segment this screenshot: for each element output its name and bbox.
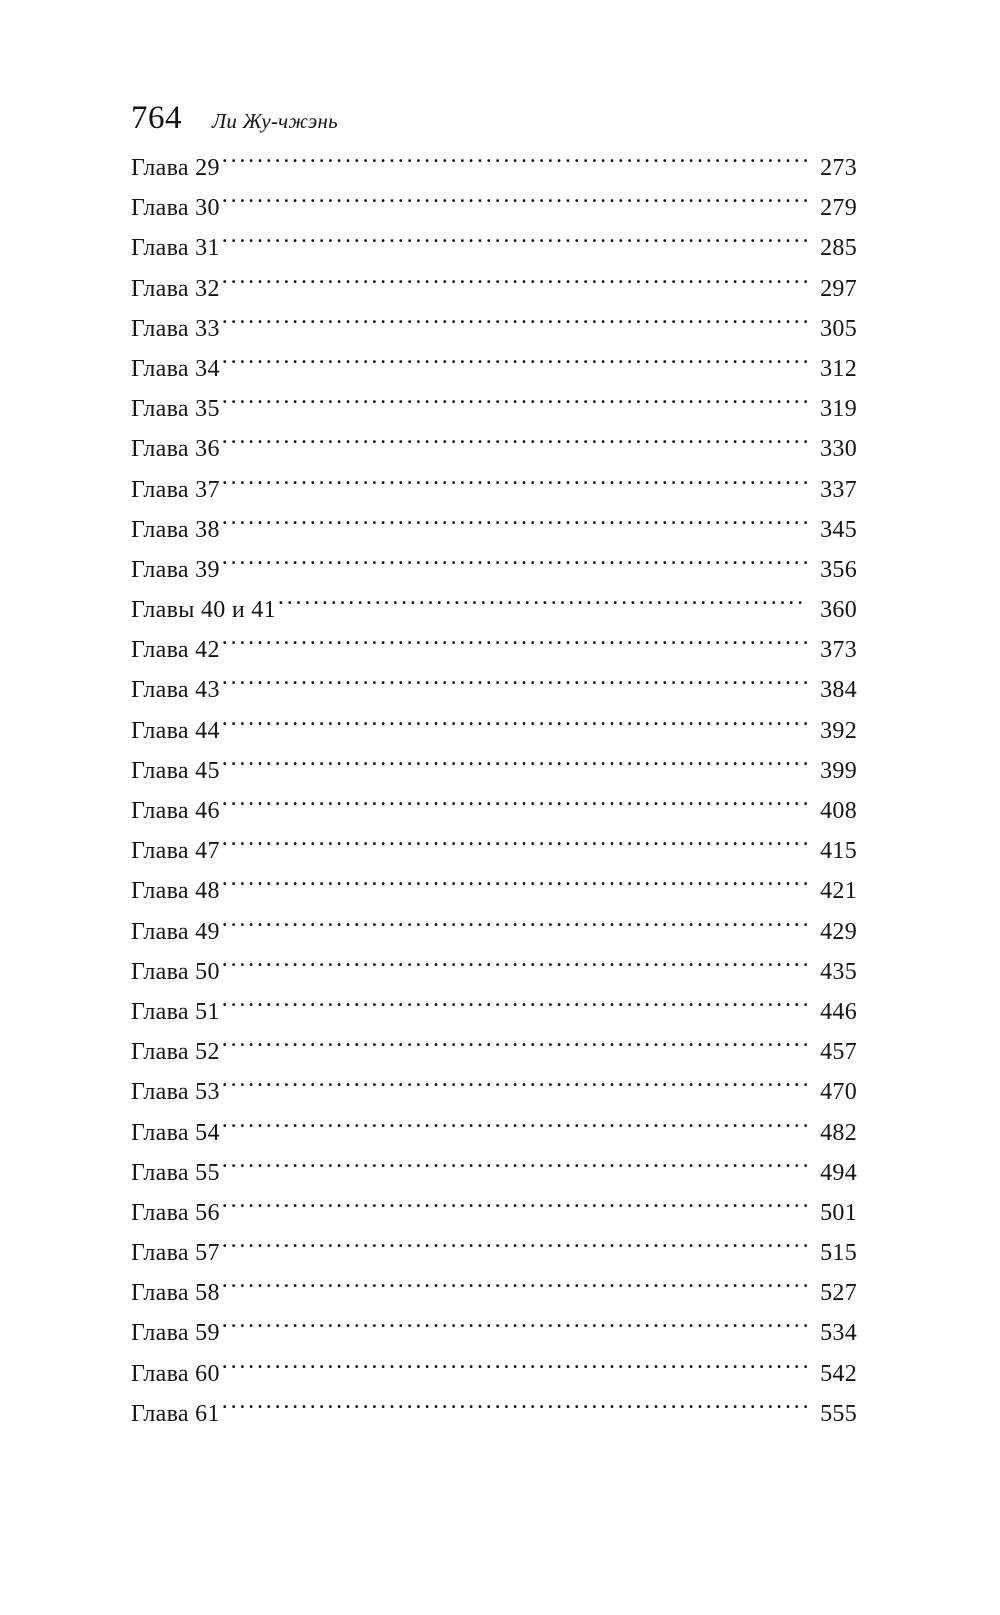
toc-entry-page: 399 <box>820 757 857 784</box>
toc-leader-dots <box>222 714 807 738</box>
toc-entry[interactable] <box>131 1032 857 1072</box>
toc-entry[interactable] <box>131 831 857 871</box>
toc-entry-title: Глава 54 <box>131 1119 220 1146</box>
toc-entry-title: Глава 44 <box>131 717 220 744</box>
toc-entry-page: 356 <box>820 556 857 583</box>
toc-entry[interactable] <box>131 1394 857 1434</box>
toc-leader-dots <box>222 1357 807 1381</box>
toc-leader-dots <box>222 1035 807 1059</box>
toc-entry-title: Глава 53 <box>131 1079 220 1106</box>
toc-entry[interactable] <box>131 309 857 349</box>
toc-entry-page: 470 <box>820 1079 857 1106</box>
toc-entry-page: 360 <box>820 597 857 624</box>
toc-entry-title: Глава 59 <box>131 1320 220 1347</box>
toc-entry-title: Глава 43 <box>131 677 220 704</box>
toc-entry-title: Глава 35 <box>131 396 220 423</box>
toc-entry-page: 435 <box>820 958 857 985</box>
toc-entry[interactable] <box>131 550 857 590</box>
toc-entry[interactable] <box>131 791 857 831</box>
toc-leader-dots <box>222 231 807 255</box>
toc-leader-dots <box>222 915 807 939</box>
toc-entry-page: 527 <box>820 1280 857 1307</box>
toc-entry-page: 534 <box>820 1320 857 1347</box>
toc-entry[interactable] <box>131 751 857 791</box>
toc-entry-page: 501 <box>820 1199 857 1226</box>
toc-entry-page: 392 <box>820 717 857 744</box>
toc-entry-title: Глава 46 <box>131 798 220 824</box>
toc-entry-page: 446 <box>820 998 857 1025</box>
toc-leader-dots <box>222 754 807 778</box>
toc-entry-title: Глава 31 <box>131 235 220 262</box>
toc-entry-page: 482 <box>820 1119 857 1146</box>
toc-entry-page: 319 <box>820 396 857 423</box>
toc-entry[interactable] <box>131 228 857 268</box>
page-header <box>131 100 861 137</box>
toc-entry[interactable] <box>131 1273 857 1313</box>
toc-entry[interactable] <box>131 670 857 710</box>
toc-entry-page: 421 <box>820 878 857 905</box>
toc-entry[interactable] <box>131 871 857 911</box>
toc-entry[interactable] <box>131 630 857 670</box>
toc-entry[interactable] <box>131 148 857 188</box>
toc-leader-dots <box>222 473 807 497</box>
toc-entry[interactable] <box>131 470 857 510</box>
toc-entry-page: 273 <box>820 155 857 181</box>
toc-entry-page: 279 <box>820 195 857 222</box>
toc-entry-title: Глава 30 <box>131 195 220 222</box>
toc-leader-dots <box>222 272 807 296</box>
toc-leader-dots <box>222 1156 807 1180</box>
toc-entry[interactable] <box>131 349 857 389</box>
toc-entry-title: Глава 57 <box>131 1240 220 1267</box>
toc-entry-page: 305 <box>820 315 857 342</box>
toc-entry[interactable] <box>131 711 857 751</box>
toc-leader-dots <box>222 1397 807 1421</box>
toc-entry-page: 515 <box>820 1240 857 1267</box>
toc-leader-dots <box>222 1116 807 1140</box>
toc-entry-page: 345 <box>820 516 857 543</box>
toc-entry-page: 408 <box>820 798 857 824</box>
toc-entry[interactable] <box>131 1354 857 1394</box>
table-of-contents <box>131 148 857 1434</box>
toc-leader-dots <box>222 352 807 376</box>
toc-entry-page: 373 <box>820 637 857 664</box>
toc-entry-title: Глава 45 <box>131 757 220 784</box>
toc-leader-dots <box>222 794 807 818</box>
toc-entry-page: 337 <box>820 476 857 503</box>
toc-leader-dots <box>278 593 807 617</box>
toc-entry[interactable] <box>131 389 857 429</box>
toc-entry-page: 555 <box>820 1400 857 1427</box>
toc-leader-dots <box>222 633 807 657</box>
toc-entry-page: 457 <box>820 1039 857 1066</box>
toc-entry[interactable] <box>131 1153 857 1193</box>
toc-entry[interactable] <box>131 429 857 469</box>
toc-entry-title: Глава 33 <box>131 315 220 342</box>
toc-entry[interactable] <box>131 952 857 992</box>
toc-entry-title: Глава 37 <box>131 476 220 503</box>
toc-entry[interactable] <box>131 269 857 309</box>
toc-entry[interactable] <box>131 1193 857 1233</box>
toc-entry-title: Глава 52 <box>131 1039 220 1066</box>
toc-leader-dots <box>222 673 807 697</box>
toc-leader-dots <box>222 1236 807 1260</box>
toc-entry-title: Глава 34 <box>131 355 220 382</box>
toc-leader-dots <box>222 191 807 215</box>
toc-entry-page: 494 <box>820 1159 857 1186</box>
toc-entry[interactable] <box>131 992 857 1032</box>
toc-entry[interactable] <box>131 1233 857 1273</box>
toc-entry-title: Глава 48 <box>131 878 220 905</box>
toc-leader-dots <box>222 553 807 577</box>
toc-entry-title: Глава 42 <box>131 637 220 664</box>
toc-entry[interactable] <box>131 1072 857 1112</box>
toc-entry-title: Глава 51 <box>131 998 220 1025</box>
toc-leader-dots <box>222 1316 807 1340</box>
toc-entry-page: 429 <box>820 918 857 945</box>
toc-entry-title: Глава 56 <box>131 1199 220 1226</box>
toc-leader-dots <box>222 432 807 456</box>
toc-leader-dots <box>222 513 807 537</box>
toc-entry[interactable] <box>131 912 857 952</box>
toc-leader-dots <box>222 151 807 175</box>
toc-leader-dots <box>222 995 807 1019</box>
toc-entry-title: Глава 58 <box>131 1280 220 1307</box>
toc-entry-page: 297 <box>820 275 857 302</box>
toc-entry-page: 330 <box>820 436 857 463</box>
toc-entry-title: Глава 60 <box>131 1360 220 1387</box>
toc-entry-title: Глава 47 <box>131 838 220 865</box>
toc-entry-page: 384 <box>820 677 857 704</box>
toc-entry-title: Глава 39 <box>131 556 220 583</box>
toc-entry-title: Глава 29 <box>131 155 220 181</box>
toc-entry-title: Глава 49 <box>131 918 220 945</box>
toc-entry-page: 415 <box>820 838 857 865</box>
toc-entry[interactable] <box>131 188 857 228</box>
toc-entry-title: Глава 50 <box>131 958 220 985</box>
toc-entry-title: Глава 61 <box>131 1400 220 1427</box>
toc-entry[interactable] <box>131 1113 857 1153</box>
toc-leader-dots <box>222 834 807 858</box>
toc-leader-dots <box>222 312 807 336</box>
toc-entry-title: Глава 32 <box>131 275 220 302</box>
running-title: Ли Жу-чжэнь <box>212 109 338 133</box>
toc-entry[interactable] <box>131 510 857 550</box>
toc-entry-title: Глава 55 <box>131 1159 220 1186</box>
toc-entry-page: 312 <box>820 355 857 382</box>
toc-leader-dots <box>222 392 807 416</box>
page-number: 764 <box>131 100 182 136</box>
toc-entry-title: Глава 36 <box>131 436 220 463</box>
toc-leader-dots <box>222 1196 807 1220</box>
toc-entry-title: Главы 40 и 41 <box>131 597 276 624</box>
toc-leader-dots <box>222 955 807 979</box>
toc-leader-dots <box>222 1276 807 1300</box>
toc-entry-page: 285 <box>820 235 857 262</box>
toc-leader-dots <box>222 874 807 898</box>
toc-entry[interactable] <box>131 590 857 630</box>
toc-entry-title: Глава 38 <box>131 516 220 543</box>
toc-entry-page: 542 <box>820 1360 857 1387</box>
toc-entry[interactable] <box>131 1313 857 1353</box>
toc-leader-dots <box>222 1075 807 1099</box>
